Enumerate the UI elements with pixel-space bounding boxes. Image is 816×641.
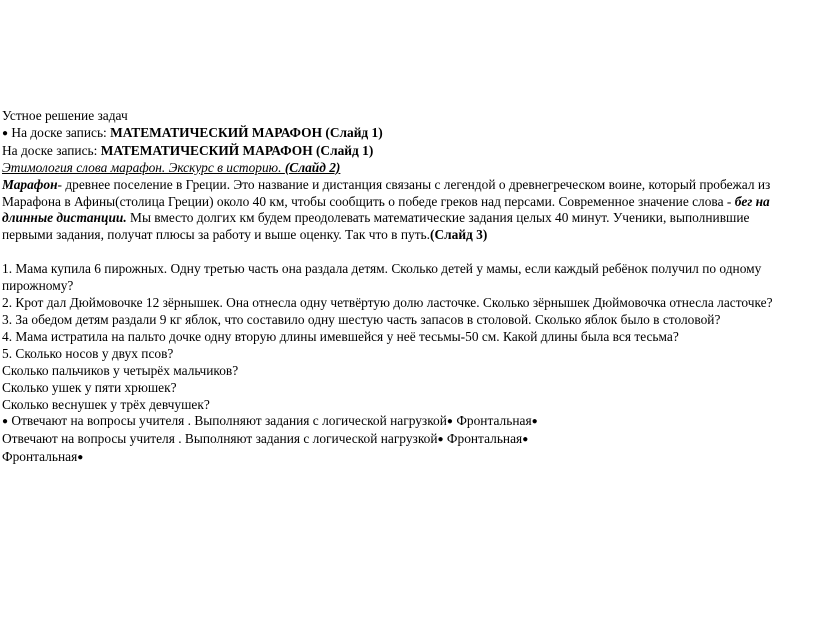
marathon-text-1: - древнее поселение в Греции. Это название и дистанция связаны с легендой о древнегреческом воине, который пробежал из Марафона в Афины(столица Греции) около 40 км, чтобы сообщить о победе греков над персами. Современное значение слова - (2, 176, 771, 209)
board-note-slide: (Слайд 1) (312, 142, 374, 158)
marathon-slide: (Слайд 3) (430, 227, 488, 243)
task-item: 5. Сколько носов у двух псов? (2, 345, 174, 361)
bullet-icon: ● (437, 434, 444, 446)
etymology-slide: (Слайд 2) (284, 159, 341, 175)
frontal-label: Фронтальная (2, 449, 78, 465)
etymology-text: Этимология слова марафон. Экскурс в историю. (2, 159, 285, 175)
document-body (2, 108, 802, 467)
board-note-slide: (Слайд 1) (322, 124, 383, 140)
task-item: Сколько пальчиков у четырёх мальчиков? (2, 362, 239, 378)
board-note-prefix: На доске запись: (11, 124, 111, 140)
frontal-label: Фронтальная (446, 431, 523, 447)
answer-line-1 (2, 413, 802, 431)
spacer (2, 244, 802, 261)
marathon-text-2: Мы вместо долгих км будем преодолевать математические задания целых 40 минут. Ученики, выполнившие первыми задания, получат плюсы за работу и выше оценку. Так что в путь. (2, 210, 750, 243)
bullet-icon: ● (531, 416, 538, 428)
marathon-paragraph (2, 177, 802, 245)
task-item: Сколько ушек у пяти хрюшек? (2, 379, 177, 395)
bullet-icon: ● (522, 434, 529, 446)
task-item: Сколько веснушек у трёх девчушек? (2, 396, 210, 412)
board-note-title: МАТЕМАТИЧЕСКИЙ МАРАФОН (110, 124, 323, 140)
marathon-word: Марафон (2, 176, 58, 192)
task-item: 2. Крот дал Дюймовочке 12 зёрнышек. Она отнесла одну четвёртую долю ласточке. Сколько зёрнышек Дюймовочка отнесла ласточке? (2, 295, 773, 311)
board-note-title: МАТЕМАТИЧЕСКИЙ МАРАФОН (100, 142, 313, 158)
frontal-label: Фронтальная (456, 413, 532, 429)
answer-text: Отвечают на вопросы учителя . Выполняют задания с логической нагрузкой (11, 413, 447, 429)
bullet-icon: ● (446, 416, 453, 428)
answer-text: Отвечают на вопросы учителя . Выполняют задания с логической нагрузкой (2, 431, 438, 447)
answer-line-2 (2, 431, 802, 449)
section-heading: Устное решение задач (2, 108, 128, 123)
task-item: 1. Мама купила 6 пирожных. Одну третью часть она раздала детям. Сколько детей у мамы, если каждый ребёнок получил по одному пирожному? (2, 261, 762, 294)
board-note-prefix: На доске запись: (2, 142, 101, 158)
bullet-icon: ● (77, 452, 84, 464)
bullet-icon: ● (2, 127, 9, 139)
board-note-1 (2, 125, 802, 143)
etymology-line (2, 160, 802, 177)
bullet-icon: ● (2, 416, 9, 428)
frontal-line (2, 449, 802, 467)
board-note-2 (2, 143, 802, 160)
task-item: 4. Мама истратила на пальто дочке одну вторую длины имевшейся у неё тесьмы-50 см. Какой длины была вся тесьма? (2, 328, 679, 344)
task-item: 3. За обедом детям раздали 9 кг яблок, что составило одну шестую часть запасов в столовой. Сколько яблок было в столовой? (2, 311, 721, 327)
marathon-meaning: бег на длинные дистанции. (2, 193, 770, 226)
